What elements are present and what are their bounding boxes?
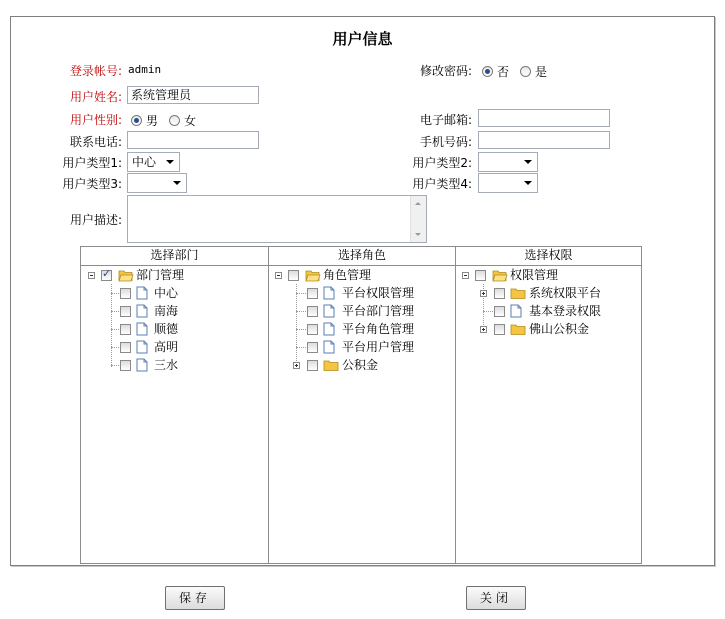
role-item-checkbox[interactable]	[307, 360, 318, 371]
login-label: 登录帐号:	[69, 64, 122, 78]
gender-female-radio[interactable]	[169, 115, 180, 126]
dept-item-checkbox[interactable]	[120, 288, 131, 299]
tree-branch	[296, 329, 306, 330]
collapse-icon[interactable]	[275, 272, 282, 279]
folder-icon	[323, 358, 339, 372]
permission-column-header: 选择权限	[456, 247, 641, 266]
scroll-down-icon[interactable]	[415, 233, 421, 236]
chevron-down-icon	[524, 181, 532, 185]
tree-branch	[111, 347, 119, 348]
tree-branch	[111, 329, 119, 330]
document-icon	[136, 286, 148, 300]
document-icon	[136, 304, 148, 318]
mobile-input[interactable]	[478, 131, 610, 149]
dept-item-checkbox[interactable]	[120, 342, 131, 353]
description-textarea[interactable]	[127, 195, 427, 243]
save-button[interactable]: 保存	[165, 586, 225, 610]
folder-icon	[510, 286, 526, 300]
role-item-label[interactable]: 平台用户管理	[342, 340, 415, 354]
change-password-no-label: 否	[497, 65, 510, 79]
tree-branch	[296, 311, 306, 312]
document-icon	[510, 304, 522, 318]
dept-item-label[interactable]: 顺德	[154, 322, 179, 336]
user-type3-select[interactable]	[127, 173, 187, 193]
change-password-no-radio[interactable]	[482, 66, 493, 77]
role-column-header: 选择角色	[269, 247, 455, 266]
document-icon	[136, 322, 148, 336]
permission-item-label[interactable]: 佛山公积金	[529, 322, 590, 336]
email-label: 电子邮箱:	[419, 113, 472, 127]
permission-item-label[interactable]: 基本登录权限	[529, 304, 602, 318]
description-label: 用户描述:	[69, 213, 122, 227]
dept-item-checkbox[interactable]	[120, 324, 131, 335]
role-item-label[interactable]: 平台角色管理	[342, 322, 415, 336]
document-icon	[323, 340, 335, 354]
expand-icon[interactable]	[480, 290, 487, 297]
tree-branch	[296, 347, 306, 348]
phone-label: 联系电话:	[69, 135, 122, 149]
role-item-label[interactable]: 平台部门管理	[342, 304, 415, 318]
dept-item-label[interactable]: 南海	[154, 304, 179, 318]
permission-item-label[interactable]: 系统权限平台	[529, 286, 602, 300]
change-password-label: 修改密码:	[419, 64, 472, 78]
dept-item-checkbox[interactable]	[120, 306, 131, 317]
chevron-down-icon	[173, 181, 181, 185]
role-item-label[interactable]: 平台权限管理	[342, 286, 415, 300]
document-icon	[323, 286, 335, 300]
selection-grid	[80, 246, 642, 564]
role-item-checkbox[interactable]	[307, 342, 318, 353]
gender-female-label: 女	[184, 114, 197, 128]
dept-root-label[interactable]: 部门管理	[136, 268, 185, 282]
user-type1-label: 用户类型1:	[62, 156, 122, 170]
textarea-scrollbar[interactable]	[410, 196, 426, 242]
document-icon	[136, 358, 148, 372]
folder-icon	[510, 322, 526, 336]
dept-column	[81, 247, 268, 563]
folder-open-icon	[305, 268, 321, 282]
expand-icon[interactable]	[480, 326, 487, 333]
user-type4-select[interactable]	[478, 173, 538, 193]
user-type1-value: 中心	[132, 155, 157, 169]
permission-item-checkbox[interactable]	[494, 288, 505, 299]
expand-icon[interactable]	[293, 362, 300, 369]
permission-column	[455, 247, 641, 563]
role-item-checkbox[interactable]	[307, 324, 318, 335]
change-password-yes-label: 是	[535, 65, 548, 79]
collapse-icon[interactable]	[462, 272, 469, 279]
tree-branch	[111, 293, 119, 294]
tree-branch	[111, 311, 119, 312]
chevron-down-icon	[524, 160, 532, 164]
collapse-icon[interactable]	[88, 272, 95, 279]
name-label: 用户姓名:	[69, 90, 122, 104]
change-password-yes-radio[interactable]	[520, 66, 531, 77]
chevron-down-icon	[166, 160, 174, 164]
user-type3-label: 用户类型3:	[62, 177, 122, 191]
name-input[interactable]: 系统管理员	[127, 86, 259, 104]
email-input[interactable]	[478, 109, 610, 127]
role-item-checkbox[interactable]	[307, 306, 318, 317]
close-button[interactable]: 关闭	[466, 586, 526, 610]
user-type4-label: 用户类型4:	[412, 177, 472, 191]
document-icon	[323, 322, 335, 336]
tree-branch	[111, 365, 119, 366]
mobile-label: 手机号码:	[419, 135, 472, 149]
document-icon	[323, 304, 335, 318]
role-column	[268, 247, 455, 563]
tree-branch	[296, 293, 306, 294]
role-root-checkbox[interactable]	[288, 270, 299, 281]
role-item-label[interactable]: 公积金	[342, 358, 379, 372]
permission-item-checkbox[interactable]	[494, 324, 505, 335]
document-icon	[136, 340, 148, 354]
dept-root-checkbox[interactable]	[101, 270, 112, 281]
gender-male-radio[interactable]	[131, 115, 142, 126]
page-title: 用户信息	[332, 30, 393, 48]
dept-item-label[interactable]: 中心	[154, 286, 179, 300]
permission-item-checkbox[interactable]	[494, 306, 505, 317]
gender-male-label: 男	[146, 114, 159, 128]
folder-open-icon	[492, 268, 508, 282]
permission-root-label[interactable]: 权限管理	[510, 268, 559, 282]
user-type1-select[interactable]	[127, 152, 180, 172]
dept-item-checkbox[interactable]	[120, 360, 131, 371]
dept-column-header: 选择部门	[81, 247, 268, 266]
gender-label: 用户性别:	[69, 113, 122, 127]
phone-input[interactable]	[127, 131, 259, 149]
user-type2-label: 用户类型2:	[412, 156, 472, 170]
dept-item-label[interactable]: 高明	[154, 340, 179, 354]
tree-line	[296, 284, 297, 367]
login-value: admin	[128, 63, 162, 76]
tree-line	[111, 284, 112, 367]
permission-root-checkbox[interactable]	[475, 270, 486, 281]
dept-item-label[interactable]: 三水	[154, 358, 179, 372]
scroll-up-icon[interactable]	[415, 202, 421, 205]
tree-branch	[483, 311, 493, 312]
role-root-label[interactable]: 角色管理	[323, 268, 372, 282]
user-type2-select[interactable]	[478, 152, 538, 172]
folder-open-icon	[118, 268, 134, 282]
role-item-checkbox[interactable]	[307, 288, 318, 299]
